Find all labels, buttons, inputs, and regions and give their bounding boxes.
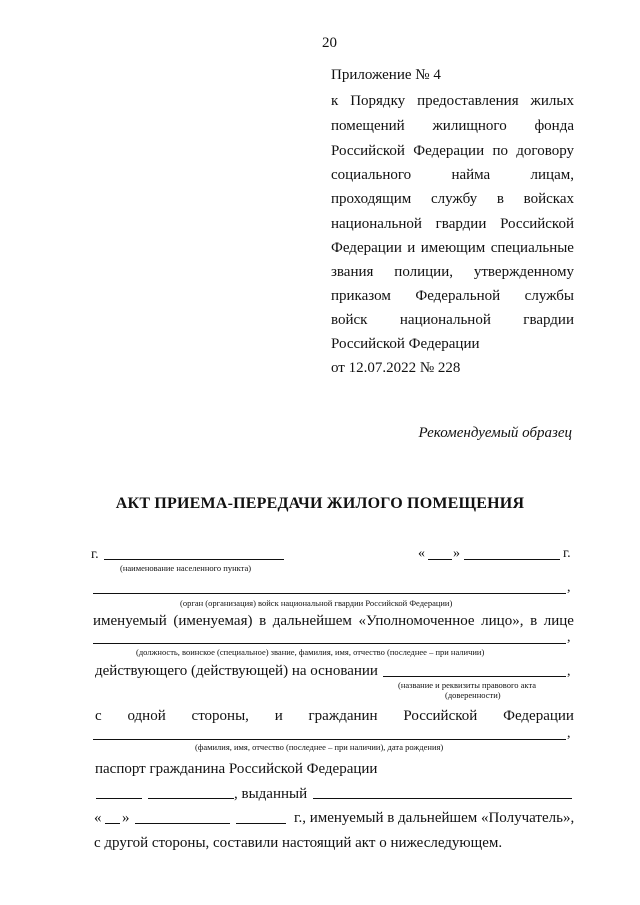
named-word: в	[530, 613, 538, 629]
named-word: «Уполномоченное	[358, 613, 475, 629]
appendix-line	[331, 92, 574, 110]
appendix-word: специальные	[490, 240, 574, 256]
appendix-line	[331, 287, 574, 305]
official-caption: (должность, воинское (специальное) звание, фамилия, имя, отчество (последнее – при наличии)	[136, 647, 485, 657]
appendix-word: службы	[524, 288, 574, 304]
appendix-word: жилищного	[432, 118, 507, 134]
party-word: с	[95, 708, 102, 724]
issue-year-line	[236, 823, 286, 824]
party-word: одной	[127, 708, 166, 724]
appendix-word: социального	[331, 167, 412, 183]
appendix-word: лицам,	[530, 167, 574, 183]
appendix-word: договору	[516, 143, 574, 159]
appendix-word: и	[407, 240, 416, 256]
appendix-line-last: Российской Федерации	[331, 336, 480, 352]
issued-by-line	[313, 798, 572, 799]
recommended-sample: Рекомендуемый образец	[418, 425, 572, 441]
final-text: с другой стороны, составили настоящий акт о нижеследующем.	[94, 835, 503, 851]
issue-day-line	[105, 823, 120, 824]
appendix-line	[331, 239, 574, 257]
date-close-quote: »	[453, 546, 460, 561]
citizen-caption: (фамилия, имя, отчество (последнее – при наличии), дата рождения)	[195, 742, 444, 752]
appendix-word: фонда	[534, 118, 574, 134]
appendix-line	[331, 311, 574, 329]
date-day-line	[428, 559, 452, 560]
city-prefix: г.	[91, 547, 99, 562]
named-word: лице	[543, 613, 574, 629]
appendix-word: приказом	[331, 288, 391, 304]
appendix-word: звания	[331, 264, 374, 280]
acting-caption-sub: (доверенности)	[445, 690, 501, 700]
organization-line	[93, 593, 566, 594]
named-word: в	[259, 613, 267, 629]
city-line	[104, 559, 284, 560]
appendix-word: Порядку	[350, 93, 406, 109]
issue-open-quote: «	[94, 810, 102, 826]
acting-caption: (название и реквизиты правового акта	[398, 680, 537, 690]
appendix-word: найма	[451, 167, 491, 183]
passport-text: паспорт гражданина Российской Федерации	[95, 761, 378, 777]
appendix-word: Федеральной	[415, 288, 501, 304]
appendix-line	[331, 117, 574, 135]
organization-caption: (орган (организация) войск национальной гвардии Российской Федерации)	[180, 598, 453, 608]
appendix-line	[331, 166, 574, 184]
organization-comma: ,	[567, 580, 571, 595]
appendix-word: войск	[331, 312, 368, 328]
appendix-word: гвардии	[523, 312, 574, 328]
acting-basis-line	[383, 676, 566, 677]
appendix-word: жилых	[530, 93, 574, 109]
official-line	[93, 643, 566, 644]
appendix-line	[331, 190, 574, 208]
issued-text: , выданный	[234, 786, 308, 802]
appendix-date: от 12.07.2022 № 228	[331, 360, 461, 376]
appendix-word: к	[331, 93, 339, 109]
named-line	[93, 612, 574, 630]
city-caption: (наименование населенного пункта)	[120, 563, 252, 573]
citizen-comma: ,	[567, 726, 571, 741]
date-month-line	[464, 559, 560, 560]
appendix-word: предоставления	[417, 93, 519, 109]
recipient-text: г., именуемый в дальнейшем «Получатель»,	[294, 810, 575, 826]
appendix-word: Российской	[331, 143, 405, 159]
named-word: лицо»,	[481, 613, 524, 629]
appendix-word: в	[496, 191, 504, 207]
official-comma: ,	[567, 630, 571, 645]
party-word: гражданин	[308, 708, 378, 724]
issue-close-quote: »	[122, 810, 130, 826]
appendix-word: Российской	[500, 216, 574, 232]
appendix-word: службу	[430, 191, 478, 207]
year-suffix: г.	[563, 546, 571, 561]
party-word: Российской	[403, 708, 478, 724]
appendix-title: Приложение № 4	[331, 67, 441, 83]
appendix-word: войсках	[523, 191, 574, 207]
acting-comma: ,	[567, 664, 571, 679]
named-word: дальнейшем	[272, 613, 352, 629]
appendix-word: утвержденному	[473, 264, 574, 280]
date-open-quote: «	[418, 546, 425, 561]
named-word: именуемый	[93, 613, 167, 629]
passport-series-line	[96, 798, 142, 799]
passport-number-line	[148, 798, 234, 799]
appendix-word: национальной	[399, 312, 491, 328]
appendix-line	[331, 263, 574, 281]
citizen-line	[93, 739, 566, 740]
appendix-word: национальной	[331, 216, 422, 232]
appendix-word: помещений	[331, 118, 405, 134]
party-word: стороны,	[191, 708, 249, 724]
named-word: (именуемая)	[173, 613, 253, 629]
appendix-line	[331, 215, 574, 233]
party-word: и	[274, 708, 283, 724]
page-number: 20	[322, 35, 337, 51]
issue-month-line	[135, 823, 230, 824]
acting-text: действующего (действующей) на основании	[95, 663, 378, 679]
appendix-word: проходящим	[331, 191, 412, 207]
appendix-word: имеющим	[420, 240, 486, 256]
appendix-word: полиции,	[394, 264, 453, 280]
appendix-word: Федерации	[331, 240, 402, 256]
party-line	[95, 707, 574, 725]
appendix-word: Федерации	[413, 143, 485, 159]
appendix-word: по	[492, 143, 508, 159]
appendix-word: гвардии	[435, 216, 487, 232]
party-word: Федерации	[503, 708, 574, 724]
appendix-line	[331, 142, 574, 160]
document-title: АКТ ПРИЕМА-ПЕРЕДАЧИ ЖИЛОГО ПОМЕЩЕНИЯ	[115, 495, 525, 512]
